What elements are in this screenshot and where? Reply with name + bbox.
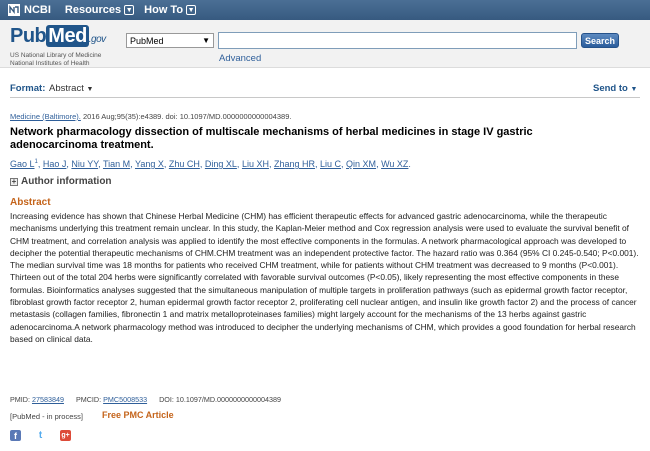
- caret-down-icon: ▼: [630, 86, 638, 93]
- identifier-line: [10, 395, 281, 404]
- author-link[interactable]: Liu XH: [241, 159, 269, 169]
- plus-icon: +: [11, 176, 17, 186]
- author-list: Gao $L^1$, Hao J, Niu YY, Tian M, Yang X, Zhu CH, Ding XL, Liu XH, Zhang HR, Liu C, Qin XM, Wu XZ.: [10, 159, 411, 169]
- author-link[interactable]: Niu YY: [71, 159, 99, 169]
- pubmed-status: [PubMed - in process]: [10, 412, 83, 421]
- resources-label: Resources: [64, 4, 122, 16]
- search-button[interactable]: Search: [581, 33, 619, 48]
- ncbi-logo-text: NCBI: [24, 4, 51, 16]
- format-label: Format:: [10, 83, 46, 94]
- ncbi-logo[interactable]: [8, 4, 51, 16]
- author-information-label: Author information: [21, 176, 112, 187]
- citation-details: 2016 Aug;95(35):e4389. doi: 10.1097/MD.0000000000004389.: [80, 112, 292, 121]
- chevron-down-icon: ▼: [202, 36, 210, 45]
- ncbi-logo-icon: [8, 4, 20, 16]
- google-plus-icon[interactable]: g+: [61, 432, 70, 439]
- database-value: PubMed: [130, 35, 164, 46]
- chevron-down-icon: ▼: [187, 6, 195, 14]
- abstract-text: Increasing evidence has shown that Chinese Herbal Medicine (CHM) has efficient therapeutic effects for advanced gastric adenocarcinoma, while the therapeutic mechanisms underlying this treatment remain unclear. In this study, the Kaplan-Meier method and Cox regression analysis were used to evaluate the survival benefit of CHM treatment, and correlation analysis was applied to identify the most effective components in the formulas. A network pharmacological approach was developed to decipher the potential therapeutic mechanisms of CHM.CHM treatment was an independent protective factor. The hazard ratio was 0.364 (95% CI 0.245-0.540; P<0.001). The median survival time was 18 months for patients who received CHM treatment, while for patients without CHM treatment was decreased to 9 months (P<0.001). Thirteen out of the total 204 herbs were significantly correlated with favorable survival outcomes (P<0.05), likely representing the most effective components in these formulas. Bioinformatics analyses suggested that the simultaneous manipulation of multiple targets in proliferation pathways (such as epidermal growth factor receptor, fibroblast growth factor receptor 2, human epidermal growth factor receptor 2, proliferating cell nuclear antigen, and insulin like growth factor 2) and the process of cancer metastasis (collagen families, fibronectin 1 and matrix metalloproteinases families) might largely account for the mechanisms of the 13 herbs against gastric adenocarcinoma.A network pharmacology method was introduced to decipher the underlying mechanisms of CHM, which provides a good foundation for herbal research based on clinical data.: [10, 211, 639, 344]
- database-select[interactable]: [126, 33, 214, 48]
- pmcid-label: PMCID:: [75, 395, 102, 404]
- facebook-icon[interactable]: f: [10, 430, 21, 441]
- advanced-search-link[interactable]: Advanced: [219, 53, 262, 64]
- format-value: Abstract: [49, 83, 84, 94]
- article-title: Network pharmacology dissection of multiscale mechanisms of herbal medicines in stage IV gastric adenocarcinoma treatment.: [10, 126, 533, 151]
- caret-down-icon: ▼: [86, 86, 94, 93]
- logo-pub: Pub: [10, 25, 47, 47]
- abstract-heading: Abstract: [10, 197, 51, 208]
- author-link[interactable]: Liu C: [320, 159, 342, 169]
- search-input[interactable]: [218, 32, 577, 49]
- pubmed-wordmark: [10, 26, 110, 50]
- author-link[interactable]: Hao J: [42, 159, 67, 169]
- pmid-link[interactable]: 27583849: [31, 395, 64, 404]
- logo-tagline-1: US National Library of Medicine: [10, 52, 102, 59]
- author-link[interactable]: Zhang HR: [273, 159, 315, 169]
- pmcid-link[interactable]: PMC5008533: [103, 395, 148, 404]
- divider: [10, 97, 640, 98]
- author-link[interactable]: Yang X: [134, 159, 164, 169]
- howto-menu[interactable]: [144, 4, 196, 16]
- author-link[interactable]: Tian M: [102, 159, 131, 169]
- logo-tagline-2: National Institutes of Health: [10, 60, 90, 67]
- pubmed-header: [0, 20, 650, 68]
- logo-med: Med: [48, 25, 87, 47]
- author-link[interactable]: Gao L: [10, 159, 35, 169]
- author-link[interactable]: Ding XL: [204, 159, 237, 169]
- doi-value: 10.1097/MD.0000000000004389: [175, 395, 281, 404]
- format-bar: [0, 80, 650, 96]
- chevron-down-icon: ▼: [125, 6, 133, 14]
- social-share: [10, 430, 71, 441]
- author-link[interactable]: Qin XM: [346, 159, 377, 169]
- citation-line: [10, 112, 291, 121]
- twitter-icon[interactable]: t: [35, 430, 46, 441]
- author-affiliation-sup: 1: [34, 159, 38, 165]
- send-to-label: Send to: [593, 83, 628, 94]
- pmid-label: PMID:: [10, 395, 30, 404]
- author-link[interactable]: Wu XZ: [381, 159, 409, 169]
- author-link[interactable]: Zhu CH: [168, 159, 200, 169]
- pubmed-logo[interactable]: [10, 26, 110, 68]
- doi-label: DOI:: [159, 395, 174, 404]
- format-select[interactable]: [49, 83, 93, 94]
- send-to-menu[interactable]: [593, 83, 637, 94]
- resources-menu[interactable]: [65, 4, 134, 16]
- journal-link[interactable]: Medicine (Baltimore).: [10, 112, 81, 121]
- free-pmc-article-link[interactable]: Free PMC Article: [102, 410, 174, 420]
- author-information-toggle[interactable]: [10, 176, 112, 187]
- ncbi-top-bar: [0, 0, 650, 20]
- howto-label: How To: [144, 4, 184, 16]
- logo-gov: .gov: [88, 34, 106, 45]
